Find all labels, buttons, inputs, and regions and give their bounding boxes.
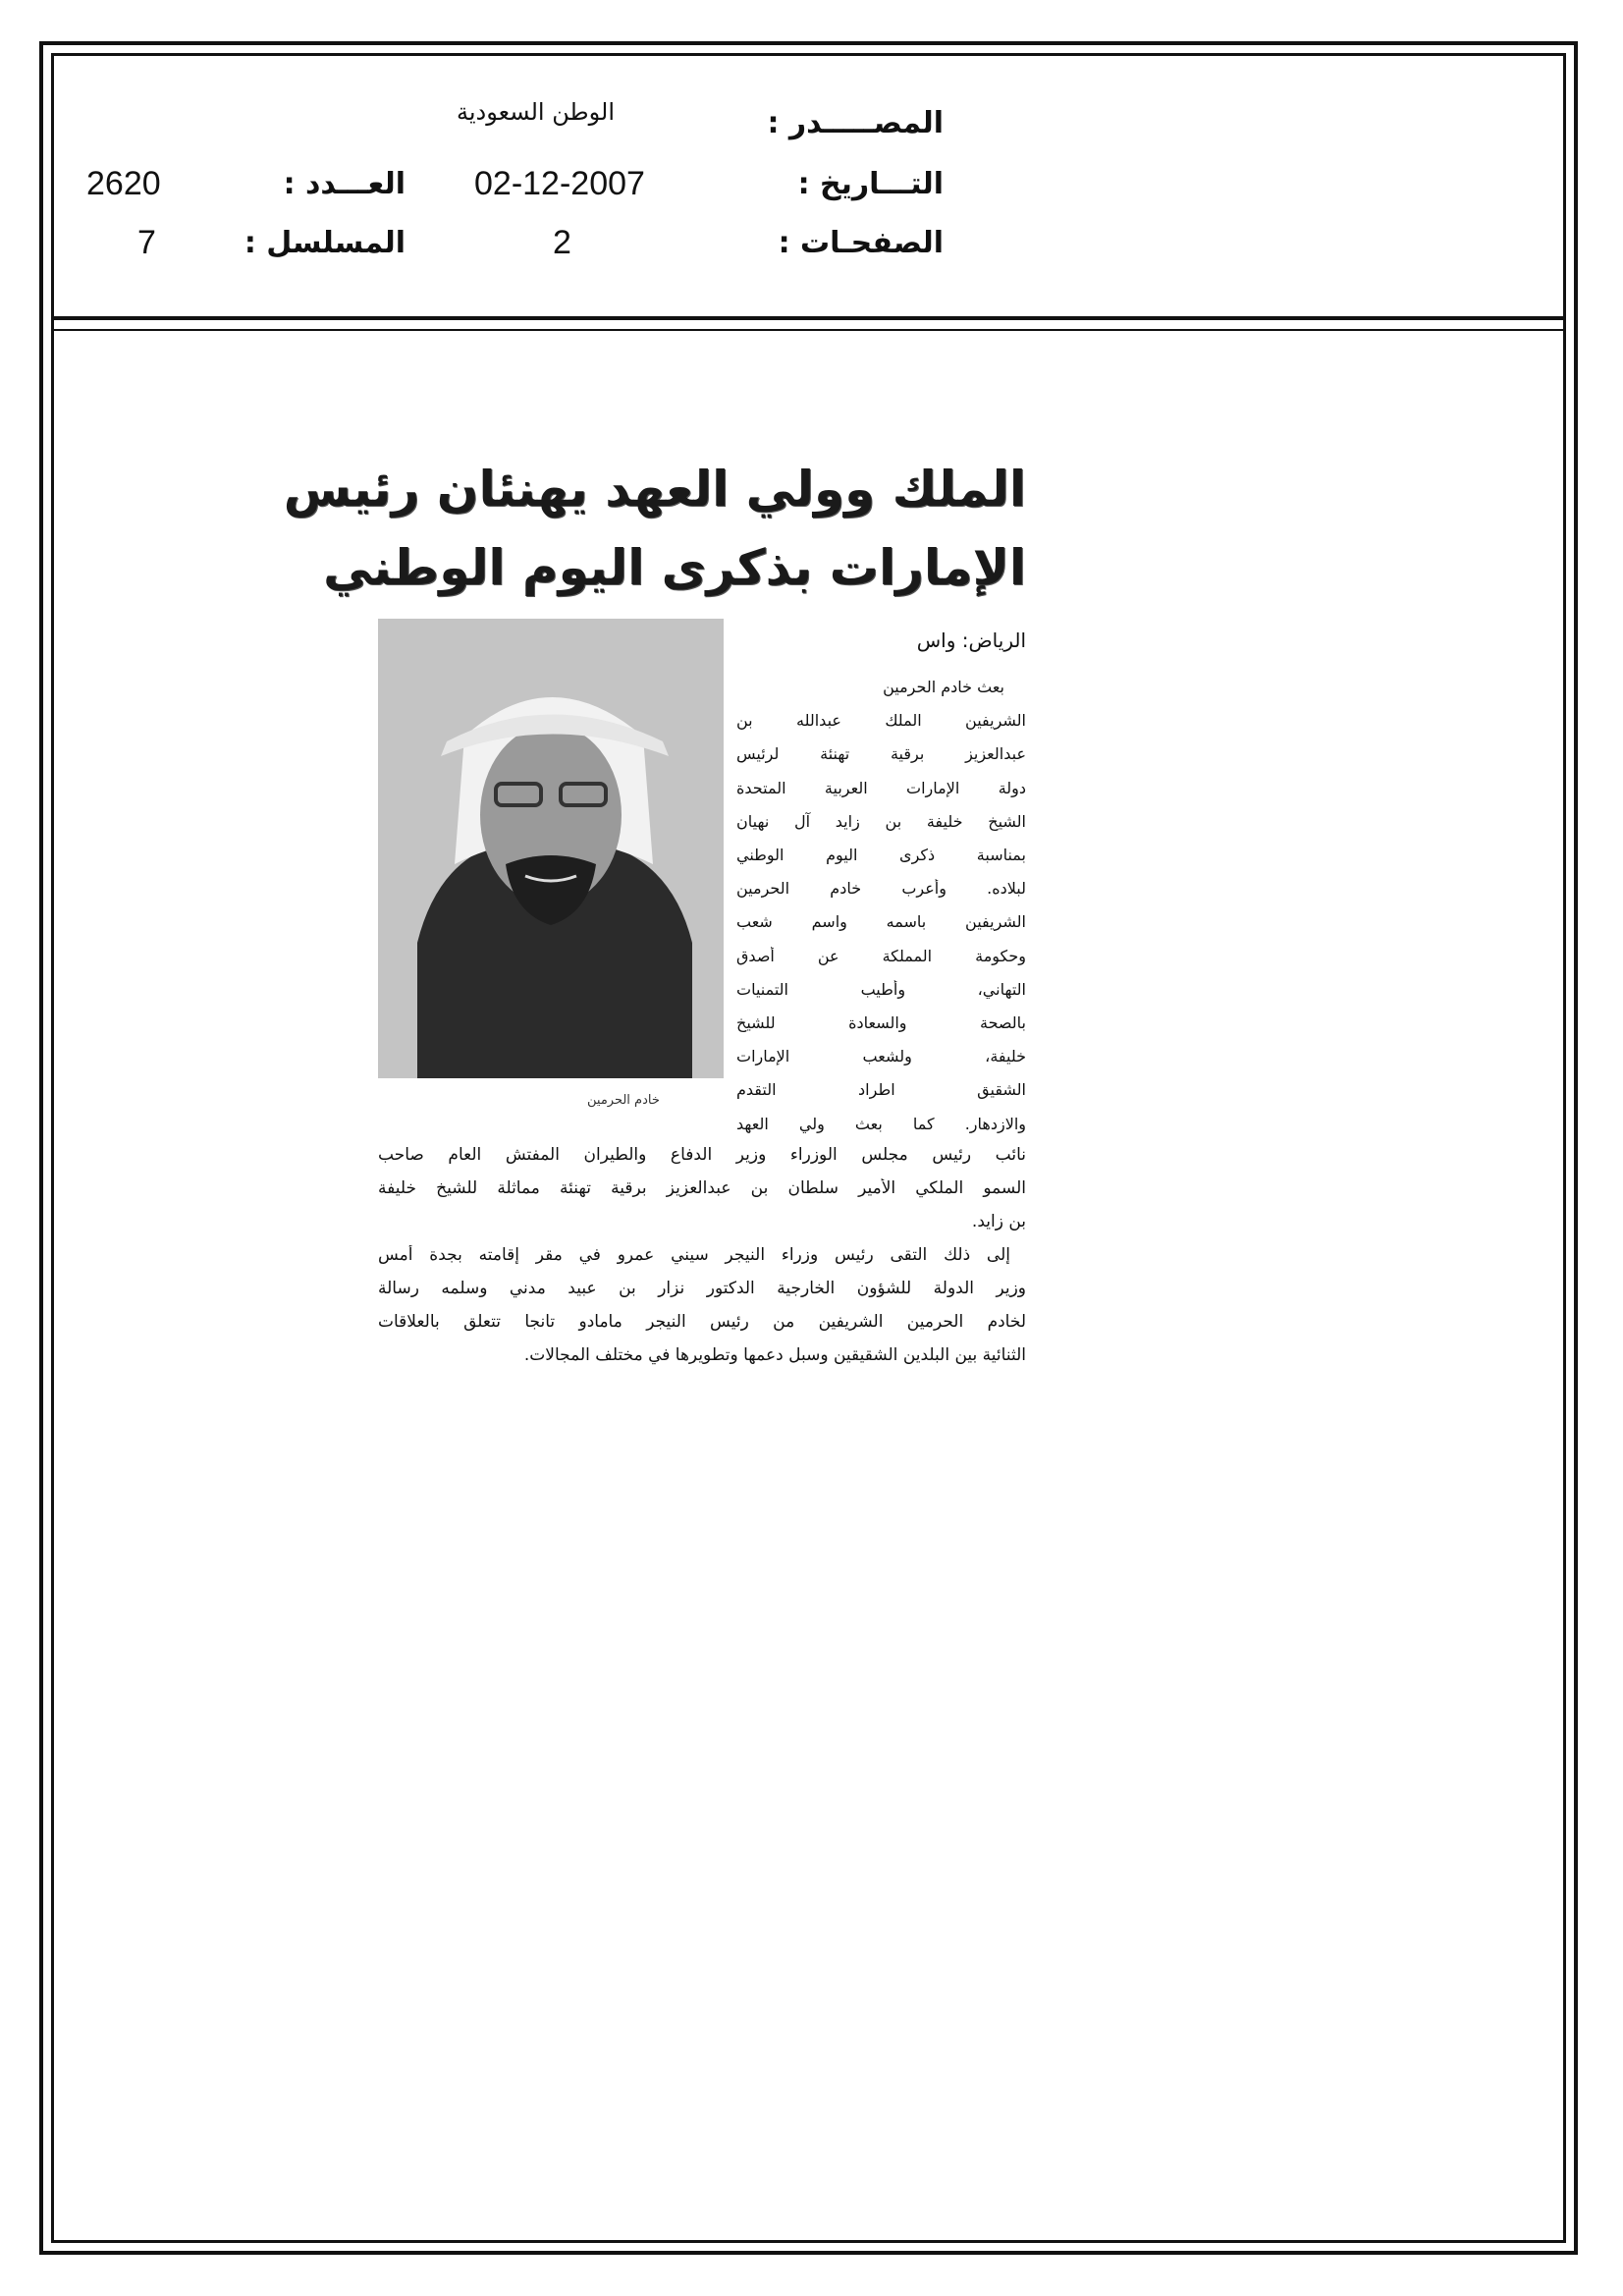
pages-label: الصفحـات : <box>778 226 944 260</box>
headline-line-1: الملك وولي العهد يهنئان رئيس <box>283 461 1026 518</box>
issue-value: 2620 <box>86 165 161 202</box>
article-body-line: بن زايد. <box>971 1212 1026 1231</box>
article-body-line: الثنائية بين البلدين الشقيقين وسبل دعمها وتطويرها في مختلف المجالات. <box>523 1345 1026 1365</box>
article-column-line: خليفة، ولشعب الإمارات <box>736 1047 1026 1066</box>
article-column-line: الشريفين الملك عبدالله بن <box>736 711 1026 731</box>
headline-line-2: الإمارات بذكرى اليوم الوطني <box>323 539 1026 596</box>
article-body-line: السمو الملكي الأمير سلطان بن عبدالعزيز برقية تهنئة مماثلة للشيخ خليفة <box>378 1178 1026 1198</box>
portrait-illustration <box>378 619 724 1078</box>
article-body-line: لخادم الحرمين الشريفين من رئيس النيجر مامادو تانجا تتعلق بالعلاقات <box>378 1312 1026 1332</box>
header-divider <box>51 316 1566 320</box>
article-column-line: والازدهار. كما بعث ولي العهد <box>736 1114 1026 1133</box>
article-column-line: بمناسبة ذكرى اليوم الوطني <box>736 846 1026 864</box>
article-column-line: وحكومة المملكة عن أصدق <box>736 946 1026 965</box>
serial-label: المسلسل : <box>243 226 406 260</box>
source-label: المصـــــدر : <box>767 106 944 140</box>
dateline: الرياض: واس <box>916 629 1026 652</box>
photo-caption: خادم الحرمين <box>587 1093 660 1108</box>
article-column-line: بالصحة والسعادة للشيخ <box>736 1013 1026 1032</box>
serial-value: 7 <box>137 224 156 261</box>
source-value: الوطن السعودية <box>457 98 615 126</box>
date-value: 02-12-2007 <box>474 165 645 202</box>
article-body-line: وزير الدولة للشؤون الخارجية الدكتور نزار بن عبيد مدني وسلمه رسالة <box>378 1279 1026 1298</box>
header-divider-thin <box>51 329 1566 331</box>
date-label: التـــاريخ : <box>797 167 944 201</box>
article-column-line: الشيخ خليفة بن زايد آل نهيان <box>736 811 1026 831</box>
issue-label: العـــدد : <box>283 167 406 201</box>
article-column-line: لبلاده. وأعرب خادم الحرمين <box>736 879 1026 899</box>
article-column-line: الشقيق اطراد التقدم <box>736 1080 1026 1100</box>
article-body-line: نائب رئيس مجلس الوزراء وزير الدفاع والطيران المفتش العام صاحب <box>378 1145 1026 1165</box>
article-column-line: دولة الإمارات العربية المتحدة <box>736 778 1026 797</box>
article-column-line: عبدالعزيز برقية تهنئة لرئيس <box>736 744 1026 764</box>
article-column-line: بعث خادم الحرمين <box>883 678 1004 696</box>
article-body-line: إلى ذلك التقى رئيس وزراء النيجر سيني عمرو في مقر إقامته بجدة أمس <box>378 1245 1010 1265</box>
portrait-photo <box>378 619 724 1078</box>
pages-value: 2 <box>553 224 571 261</box>
article-column-line: الشريفين باسمه واسم شعب <box>736 912 1026 932</box>
article-column-line: التهاني، وأطيب التمنيات <box>736 979 1026 999</box>
